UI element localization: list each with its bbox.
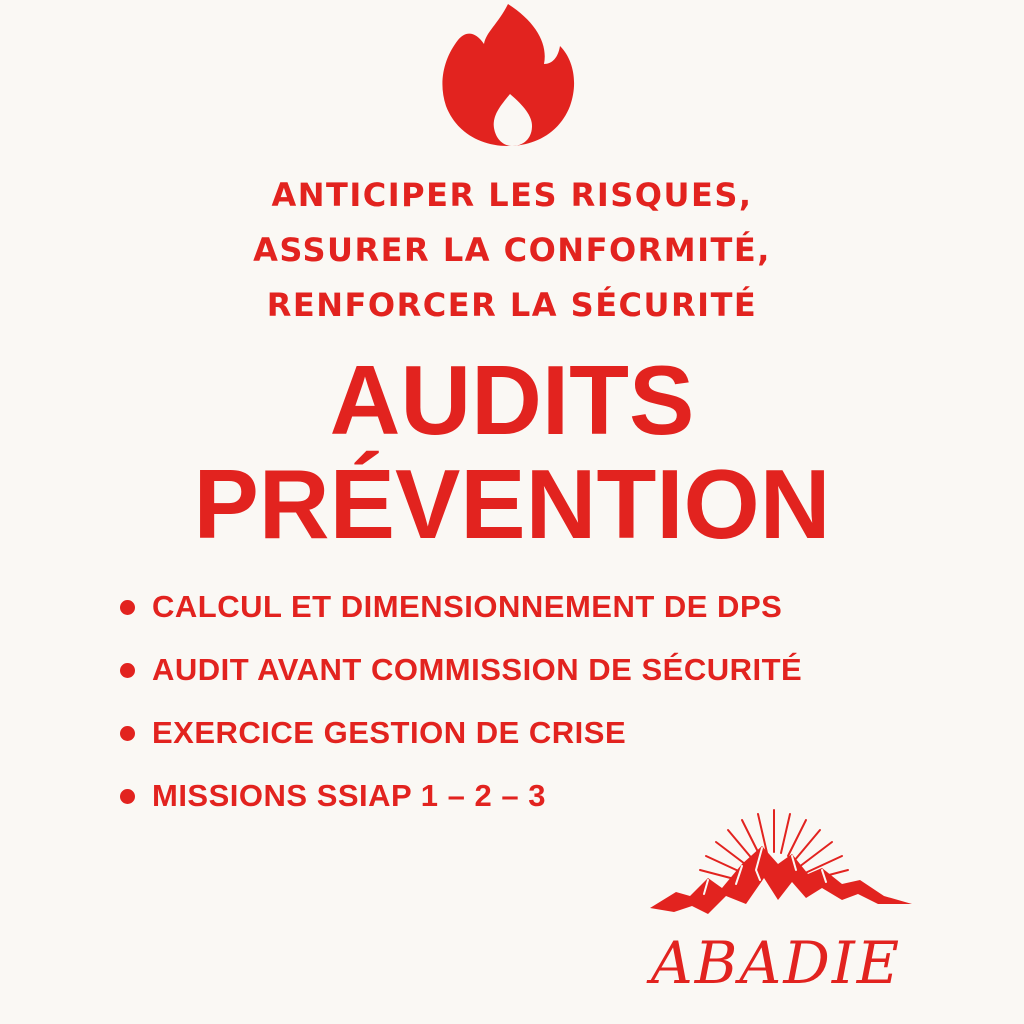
service-item	[118, 582, 802, 645]
service-label: MISSIONS SSIAP 1 – 2 – 3	[152, 778, 546, 813]
service-item	[118, 708, 802, 771]
service-label: EXERCICE GESTION DE CRISE	[152, 715, 627, 750]
bullet-icon	[120, 663, 135, 678]
headline	[0, 345, 1024, 559]
bullet-icon	[120, 600, 135, 615]
tagline-line-2: ASSURER LA CONFORMITÉ,	[253, 231, 771, 269]
service-item	[118, 645, 802, 708]
bullet-icon	[120, 726, 135, 741]
bullet-icon	[120, 789, 135, 804]
logo-name: ABADIE	[650, 929, 902, 997]
headline-line-1: AUDITS	[329, 345, 695, 455]
abadie-logo	[646, 808, 916, 1008]
services-list	[118, 582, 802, 834]
tagline	[0, 168, 1024, 333]
tagline-line-3: RENFORCER LA SÉCURITÉ	[266, 286, 758, 324]
flame-icon	[436, 2, 580, 148]
tagline-line-1: ANTICIPER LES RISQUES,	[271, 176, 753, 214]
mountain-sunburst-icon	[646, 808, 916, 938]
service-label: CALCUL ET DIMENSIONNEMENT DE DPS	[152, 589, 783, 624]
service-label: AUDIT AVANT COMMISSION DE SÉCURITÉ	[152, 652, 803, 687]
headline-line-2: PRÉVENTION	[193, 449, 831, 559]
